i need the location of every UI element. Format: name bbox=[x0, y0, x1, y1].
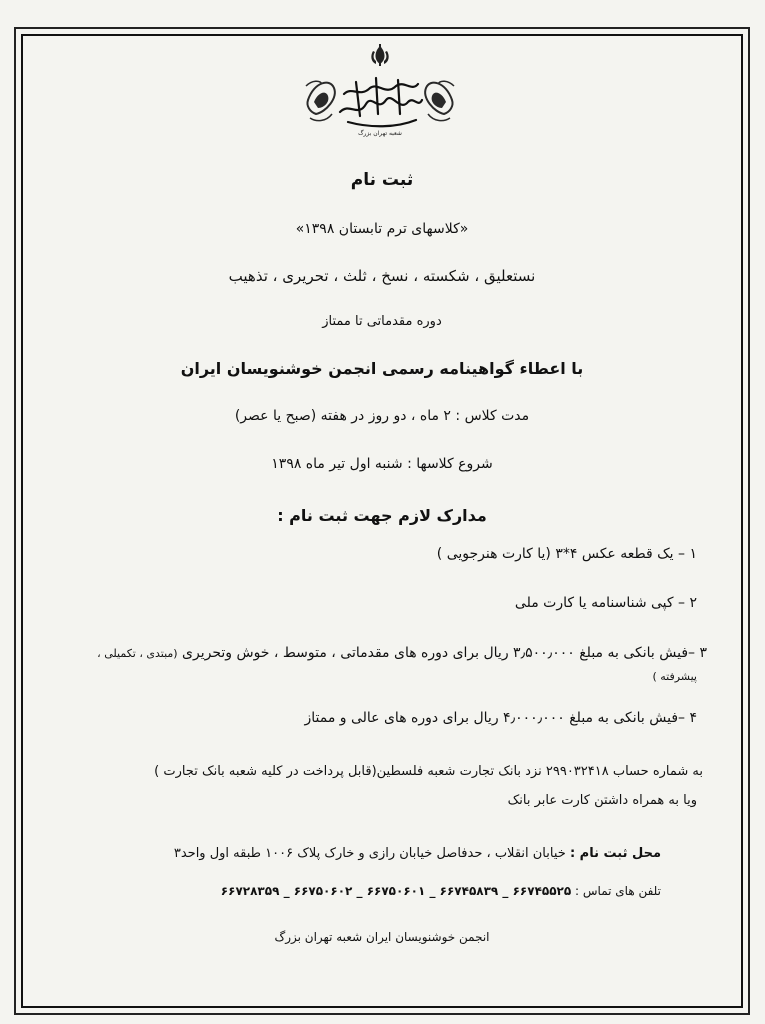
document-item-id: ۲ – کپی شناسنامه یا کارت ملی bbox=[514, 595, 697, 611]
logo-subtitle: شعبه تهران بزرگ bbox=[358, 130, 402, 137]
fee-basic-text: ۳ –فیش بانکی به مبلغ ۳٫۵۰۰٫۰۰۰ ریال برای دوره های مقدماتی ، متوسط ، خوش وتحریری bbox=[182, 645, 707, 661]
logo-graphic bbox=[300, 42, 460, 138]
contact-phones bbox=[221, 884, 661, 898]
address-text: خیابان انقلاب ، حدفاصل خیابان رازی و خارک پلاک ۱۰۰۶ طبقه اول واحد۳ bbox=[173, 846, 566, 861]
right-ornament-icon bbox=[425, 81, 454, 120]
left-ornament-icon bbox=[306, 81, 335, 120]
fee-basic-levels-note: (مبتدی ، تکمیلی ، bbox=[97, 647, 178, 660]
fee-basic-levels-continued: پیشرفته ) bbox=[652, 670, 697, 683]
class-duration: مدت کلاس : ۲ ماه ، دو روز در هفته (صبح یا عصر) bbox=[234, 408, 530, 424]
phones-label: تلفن های تماس : bbox=[575, 884, 661, 898]
term-title: «کلاسهای ترم تابستان ۱۳۹۸» bbox=[295, 221, 469, 237]
registration-title: ثبت نام bbox=[350, 170, 414, 190]
document-item-fee-advanced: ۴ –فیش بانکی به مبلغ ۴٫۰۰۰٫۰۰۰ ریال برای دوره های عالی و ممتاز bbox=[304, 710, 697, 726]
calligraphy-styles: نستعلیق ، شکسته ، نسخ ، ثلث ، تحریری ، تذهیب bbox=[228, 267, 536, 285]
documents-heading: مدارک لازم جهت ثبت نام : bbox=[277, 506, 487, 525]
calligraphy-lettering bbox=[340, 78, 422, 126]
registration-address bbox=[174, 846, 661, 861]
logo bbox=[300, 42, 460, 138]
document-item-fee-basic bbox=[97, 645, 707, 661]
certificate-note: با اعطاء گواهینامه رسمی انجمن خوشنویسان ایران bbox=[180, 359, 584, 378]
organization-signature: انجمن خوشنویسان ایران شعبه تهران بزرگ bbox=[274, 930, 490, 944]
bank-card-note: ویا به همراه داشتن کارت عابر بانک bbox=[507, 793, 697, 808]
bank-account-info: به شماره حساب ۲۹۹۰۳۲۴۱۸ نزد بانک تجارت شعبه فلسطین(قابل پرداخت در کلیه شعبه بانک تجارت ) bbox=[154, 764, 703, 779]
phones-numbers: ۶۶۷۴۵۵۲۵ _ ۶۶۷۴۵۸۳۹ _ ۶۶۷۵۰۶۰۱ _ ۶۶۷۵۰۶۰۲ _ ۶۶۷۲۸۳۵۹ bbox=[220, 884, 572, 898]
address-label: محل ثبت نام : bbox=[569, 846, 661, 861]
class-start: شروع کلاسها : شنبه اول تیر ماه ۱۳۹۸ bbox=[271, 456, 493, 472]
document-item-photo: ۱ – یک قطعه عکس ۴*۳ (یا کارت هنرجویی ) bbox=[436, 546, 697, 562]
iran-emblem-icon bbox=[371, 44, 388, 66]
course-levels: دوره مقدماتی تا ممتاز bbox=[322, 314, 442, 329]
